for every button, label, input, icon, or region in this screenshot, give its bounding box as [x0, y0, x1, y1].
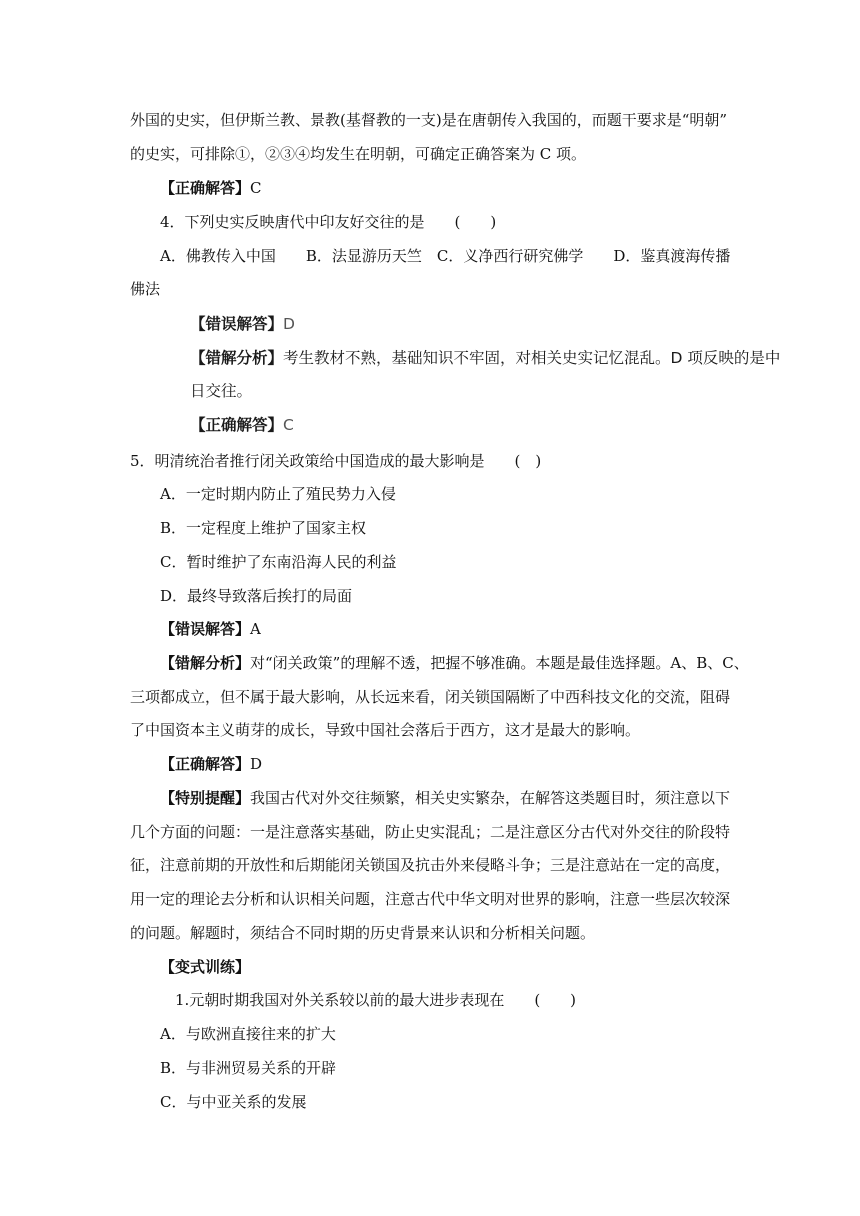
special-tip-text: 我国古代对外交往频繁，相关史实繁杂，在解答这类题目时，须注意以下: [250, 789, 731, 807]
correct-answer-row: [160, 753, 262, 775]
wrong-answer-row: [190, 313, 295, 335]
special-tip-row: [160, 787, 730, 809]
drill-option-a: A．与欧洲直接往来的扩大: [160, 1025, 336, 1043]
question-4-options: A．佛教传入中国 B．法显游历天竺 C．义净西行研究佛学 D．鉴真渡海传播: [160, 247, 731, 265]
error-analysis-label: 【错解分析】: [190, 349, 284, 367]
question-4-options-cont: 佛法: [130, 280, 161, 298]
correct-answer-row: [190, 414, 294, 436]
error-analysis-row: [190, 347, 780, 369]
special-tip-cont: 征，注意前期的开放性和后期能闭关锁国及抗击外来侵略斗争；三是注意站在一定的高度，: [130, 856, 731, 874]
option-a: A．一定时期内防止了殖民势力入侵: [160, 485, 396, 503]
wrong-answer-label: 【错误解答】: [160, 620, 251, 638]
special-tip-cont: 用一定的理论去分析和认识相关问题，注意古代中华文明对世界的影响，注意一些层次较深: [130, 890, 731, 908]
error-analysis-cont: 三项都成立，但不属于最大影响，从长远来看，闭关锁国隔断了中西科技文化的交流，阻碍: [130, 688, 731, 706]
correct-answer-value: C: [283, 416, 294, 434]
error-analysis-row: [160, 652, 749, 674]
error-analysis-cont: 日交往。: [190, 382, 253, 400]
correct-answer-value: C: [250, 179, 262, 197]
question-4: 4．下列史实反映唐代中印友好交往的是 ( ): [160, 213, 497, 231]
option-d: D．最终导致落后挨打的局面: [160, 587, 353, 605]
wrong-answer-value: D: [283, 315, 295, 333]
drill-option-c: C．与中亚关系的发展: [160, 1093, 307, 1111]
error-analysis-text: 对“闭关政策”的理解不透，把握不够准确。本题是最佳选择题。A、B、C、: [250, 654, 749, 672]
option-c: C．暂时维护了东南沿海人民的利益: [160, 553, 397, 571]
drill-question-1: 1.元朝时期我国对外关系较以前的最大进步表现在 ( ): [175, 991, 577, 1009]
error-analysis-cont: 了中国资本主义萌芽的成长，导致中国社会落后于西方，这才是最大的影响。: [130, 721, 641, 739]
question-5: 5．明清统治者推行闭关政策给中国造成的最大影响是 ( ): [130, 452, 542, 470]
special-tip-cont: 的问题。解题时，须结合不同时期的历史背景来认识和分析相关问题。: [130, 924, 596, 942]
error-analysis-text: 考生教材不熟，基础知识不牢固，对相关史实记忆混乱。D 项反映的是中: [283, 349, 781, 367]
special-tip-cont: 几个方面的问题：一是注意落实基础，防止史实混乱；二是注意区分古代对外交往的阶段特: [130, 823, 731, 841]
drill-heading: 【变式训练】: [160, 958, 251, 976]
wrong-answer-row: [160, 618, 261, 640]
correct-answer-value: D: [250, 755, 263, 773]
correct-answer-label: 【正确解答】: [160, 755, 251, 773]
error-analysis-label: 【错解分析】: [160, 654, 251, 672]
wrong-answer-label: 【错误解答】: [190, 315, 284, 333]
special-tip-label: 【特别提醒】: [160, 789, 251, 807]
option-b: B．一定程度上维护了国家主权: [160, 519, 367, 537]
correct-answer-row: [160, 177, 262, 199]
correct-answer-label: 【正确解答】: [160, 179, 251, 197]
drill-option-b: B．与非洲贸易关系的开辟: [160, 1059, 337, 1077]
correct-answer-label: 【正确解答】: [190, 416, 284, 434]
wrong-answer-value: A: [250, 620, 261, 638]
paragraph-line: 的史实，可排除①，②③④均发生在明朝，可确定正确答案为 C 项。: [130, 145, 587, 163]
paragraph-line: 外国的史实，但伊斯兰教、景教(基督教的一支)是在唐朝传入我国的，而题干要求是“明朝”: [130, 111, 728, 129]
